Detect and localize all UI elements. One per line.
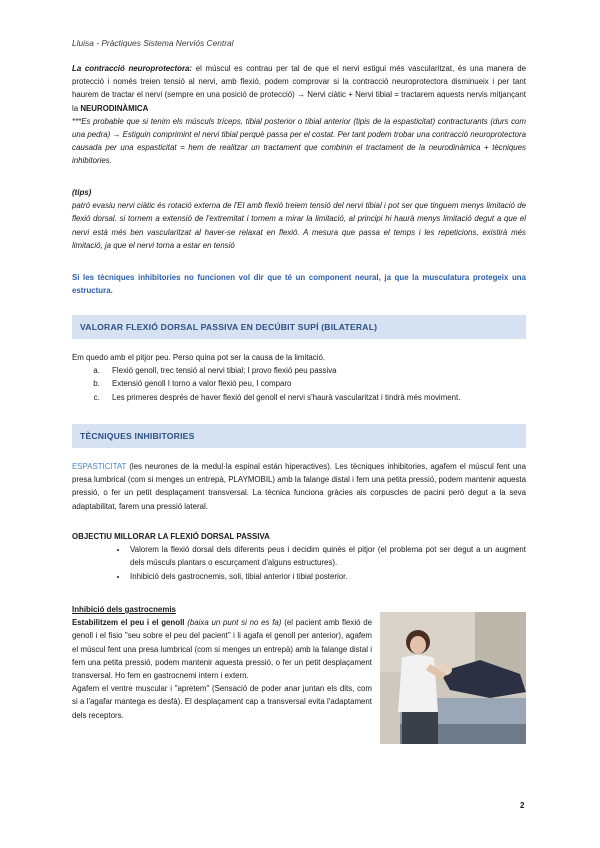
neuro-text: el múscul es contrau per tal de que el nervi estigui més vascularitzat, és una manera de protecció i només treien tensió al nervi, amb flexió, podem comprovar si la contracció neuroprotectora disminueix i per tant haurem de tractar el nervi (sempre en una posició de protecció) → Nervi ciàtic + Nervi tibial = tractarem aquests nervis mitjançant la bbox=[72, 64, 526, 113]
page-number: 2 bbox=[520, 801, 525, 810]
technique-photo bbox=[380, 612, 526, 744]
gastro-lead-italic: (baixa un punt si no es fa) bbox=[187, 618, 282, 628]
gastro-body: (el pacient amb flexió de genoll i el fisio "seu sobre el peu del pacient" i li agafa el genoll per anterior), agafem el múscul fent una presa lumbrical (com si menges un entrepà) amb la falange distal i fem una petita pressió, podem mantenir aquesta pressió, o fer un petit desplaçament transversal. Ho fem en gastrocnemi intern i extern. bbox=[72, 618, 372, 681]
objective-block bbox=[72, 530, 526, 583]
gastro-body2: Agafem el ventre muscular i "apretem" (Sensació de poder anar juntan els dits, com si a l'agafar mantega es desfà). El desplaçament cap a transversal evita l'adaptament dels receptors. bbox=[72, 684, 372, 720]
gastro-title: Inhibició dels gastrocnemis bbox=[72, 605, 176, 614]
blue-note: Si les tècniques inhibitories no funcionen vol dir que té un component neural, ja que la musculatura protegeix una estructura. bbox=[72, 273, 526, 296]
list-item: b. Extensió genoll I torno a valor flexió peu, I comparo bbox=[102, 377, 526, 390]
tips-title: (tips) bbox=[72, 188, 92, 197]
photo-illustration bbox=[380, 612, 526, 744]
tips-text: patró evasiu nervi ciàtic és rotació externa de l'EI amb flexió treiem tensió del nervi tibial i pot ser que tinguem menys limitació de flexió dorsal. si tornem a extensió de l'extremitat i tornem a mirar la limitació, al principi hi haurà menys limitació degut a que el nervi està més ben vascularitzat al haver-se relaxat en flexió. A mesura que passa el temps i les repeticions, existirà més limitació, ja que el nervi torna a estar en tensió bbox=[72, 201, 526, 250]
section-title-valorar: VALORAR FLEXIÓ DORSAL PASSIVA EN DECÚBIT SUPÍ (BILATERAL) bbox=[72, 315, 526, 339]
list-item: • Valorem la flexió dorsal dels diferents peus i decidim quinés el pitjor (el problema pot ser degut a un augment dels músculs plantars o escurçament d'alguns estructures). bbox=[128, 543, 526, 569]
section1-body bbox=[72, 351, 526, 404]
neuro-bold-end: NEURODINÀMICA bbox=[80, 103, 149, 113]
section1-list bbox=[72, 364, 526, 404]
neuro-term: La contracció neuroprotectora: bbox=[72, 64, 193, 73]
tips-paragraph bbox=[72, 186, 526, 252]
list-item: c. Les primeres després de haver flexió del genoll el nervi s'haurà vascularitzat i tindrà més moviment. bbox=[102, 391, 526, 404]
page-header: Lluisa - Pràctiques Sistema Nerviós Central bbox=[72, 38, 234, 48]
section1-intro: Em quedo amb el pitjor peu. Perso quina pot ser la causa de la limitació. bbox=[72, 353, 326, 362]
section2-body bbox=[72, 460, 526, 513]
objective-title: OBJECTIU MILLORAR LA FLEXIÓ DORSAL PASSIVA bbox=[72, 532, 270, 541]
list-item: a. Flexió genoll, trec tensió al nervi tibial; I provo flexió peu passiva bbox=[102, 364, 526, 377]
gastro-lead: Estabilitzem el peu i el genoll bbox=[72, 618, 188, 628]
espasticitat-term: ESPASTICITAT bbox=[72, 462, 127, 471]
gastro-block bbox=[72, 603, 372, 722]
neuroprotective-paragraph bbox=[72, 62, 526, 168]
list-item: • Inhibició dels gastrocnemis, soli, tibial anterior i tibial posterior. bbox=[128, 570, 526, 583]
espasticitat-text: (les neurones de la medul·la espinal están hiperactives). Les tècniques inhibitories, agafem el múscul fent una presa lumbrical (com si menges un entrepà, PLAYMOBIL) amb la falange distal i fem una petita pressió, podem mantenir aquesta pressió, o fer un petit desplaçament transversal. La tècnica funciona gràcies als corpuscles de pacini però degut a la seva adaptabilitat, farem una pressió lateral. bbox=[72, 462, 526, 511]
objective-list bbox=[72, 543, 526, 583]
neuro-italic-note: ***Es probable que si tenim els músculs tríceps, tibial posterior o tibial anterior (tipis de la espasticitat) contracturants (durs com una pedra) → Estiguin comprimint el nervi tibial perquè passa per el costat. Per tant podem trobar una contracció neuroprotectora causada per una espasticitat = hem de realitzar un tractament que combinin el tractament de la neurodinàmica + tècniques inhibitories. bbox=[72, 116, 526, 166]
section-title-tecniques: TÈCNIQUES INHIBITORIES bbox=[72, 424, 526, 448]
